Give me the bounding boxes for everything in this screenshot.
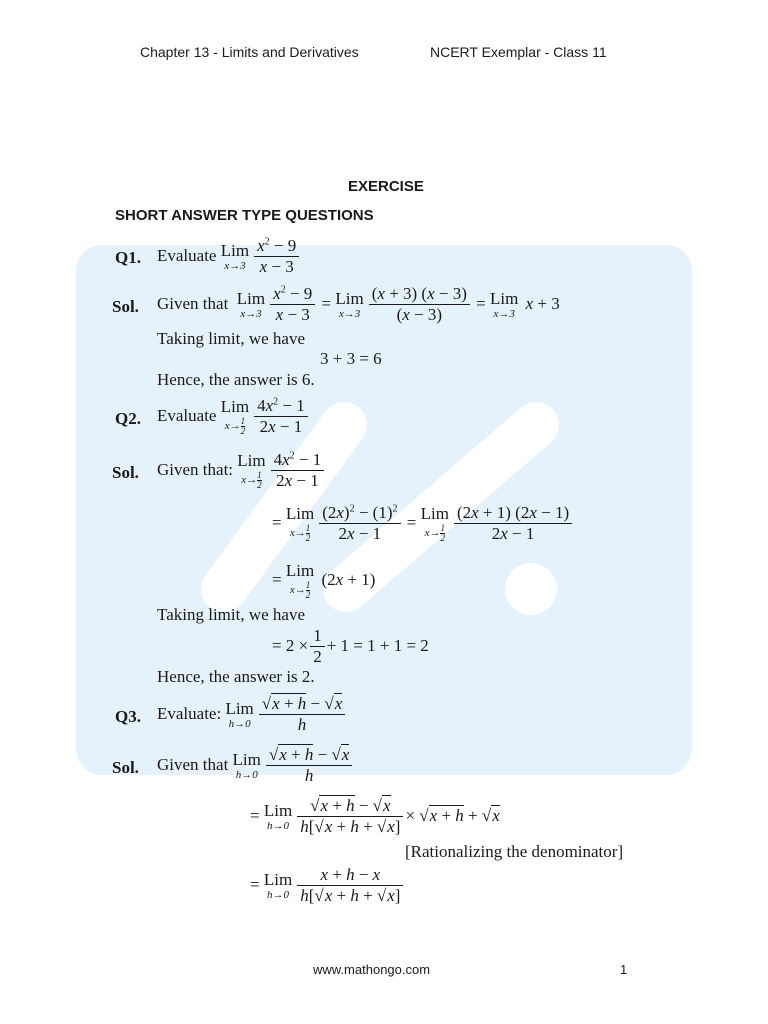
footer-website[interactable]: www.mathongo.com xyxy=(313,962,431,977)
q3-sol-label: Sol. xyxy=(112,758,139,777)
exercise-title: EXERCISE xyxy=(348,178,424,195)
q2-solution-line-3: = Lim x→ $\frac{1}{2}$ (2x + 1) xyxy=(272,561,376,600)
q2-solution-line-2: = Lim x→ $\frac{1}{2}$ $\frac{(2x)^2 - (1)^2}{2x - 1}$ = Lim x→ $\frac{1}{2}$ $\frac{(2x + 1) (2x - 1)}{2x - 1}$ xyxy=(272,503,574,545)
header-book: NCERT Exemplar - Class 11 xyxy=(430,44,607,60)
q1-prompt: Evaluate xyxy=(157,245,217,265)
q3-note: [Rationalizing the denominator] xyxy=(405,842,624,861)
header-chapter: Chapter 13 - Limits and Derivatives xyxy=(140,44,359,60)
q2-solution-line-1: Given that: Lim x→ $\frac{1}{2}$ $\frac{4x^2 - 1}{2x - 1}$ xyxy=(157,450,326,492)
q3-solution-line-2: = Lim h→0 $\frac{√x + h - √x}{h[√x + h + √x]}$ × √x + h + √x xyxy=(250,796,500,837)
q2-question: Evaluate Lim x→ $\frac{1}{2}$ $\frac{4x^2 - 1}{2x - 1}$ xyxy=(157,396,310,438)
q2-prompt: Evaluate xyxy=(157,405,217,425)
q1-question xyxy=(157,236,301,278)
q3-sol-intro: Given that xyxy=(157,754,229,774)
q1-limit: Lim x→3 xyxy=(220,240,250,272)
q2-taking-limit: Taking limit, we have xyxy=(157,605,305,624)
q1-solution-line: Given that Lim x→3 $\frac{x^2 - 9}{x - 3}$ = Lim x→3 $\frac{(x + 3) (x - 3)}{(x - 3)}$ = Lim x→3 x + 3 xyxy=(157,284,560,325)
q1-fraction: $\frac{x^2 - 9}{x - 3}$ xyxy=(254,236,299,278)
q1-answer: Hence, the answer is 6. xyxy=(157,370,315,389)
q3-prompt: Evaluate: xyxy=(157,703,222,723)
page-number: 1 xyxy=(620,962,628,977)
q1-sol-label: Sol. xyxy=(112,297,139,316)
section-title: SHORT ANSWER TYPE QUESTIONS xyxy=(115,207,374,224)
q3-solution-line-1: Given that Lim h→0 $\frac{√x + h - √x}{h}$ xyxy=(157,745,354,787)
q3-label: Q3. xyxy=(115,707,141,726)
q2-answer: Hence, the answer is 2. xyxy=(157,667,315,686)
q1-taking-limit: Taking limit, we have xyxy=(157,329,305,348)
q1-label: Q1. xyxy=(115,248,141,267)
q2-sol-intro: Given that: xyxy=(157,459,234,479)
q2-sol-label: Sol. xyxy=(112,463,139,482)
q1-step: 3 + 3 = 6 xyxy=(320,349,382,368)
q3-question: Evaluate: Lim h→0 $\frac{√x + h - √x}{h}$ xyxy=(157,694,347,736)
q1-sol-intro: Given that xyxy=(157,293,229,313)
q2-label: Q2. xyxy=(115,409,141,428)
q3-solution-line-3: = Lim h→0 $\frac{x + h - x}{h[√x + h + √x]}$ xyxy=(250,865,405,907)
q2-step: = 2 × $\frac{1}{2}$ + 1 = 1 + 1 = 2 xyxy=(272,626,429,667)
